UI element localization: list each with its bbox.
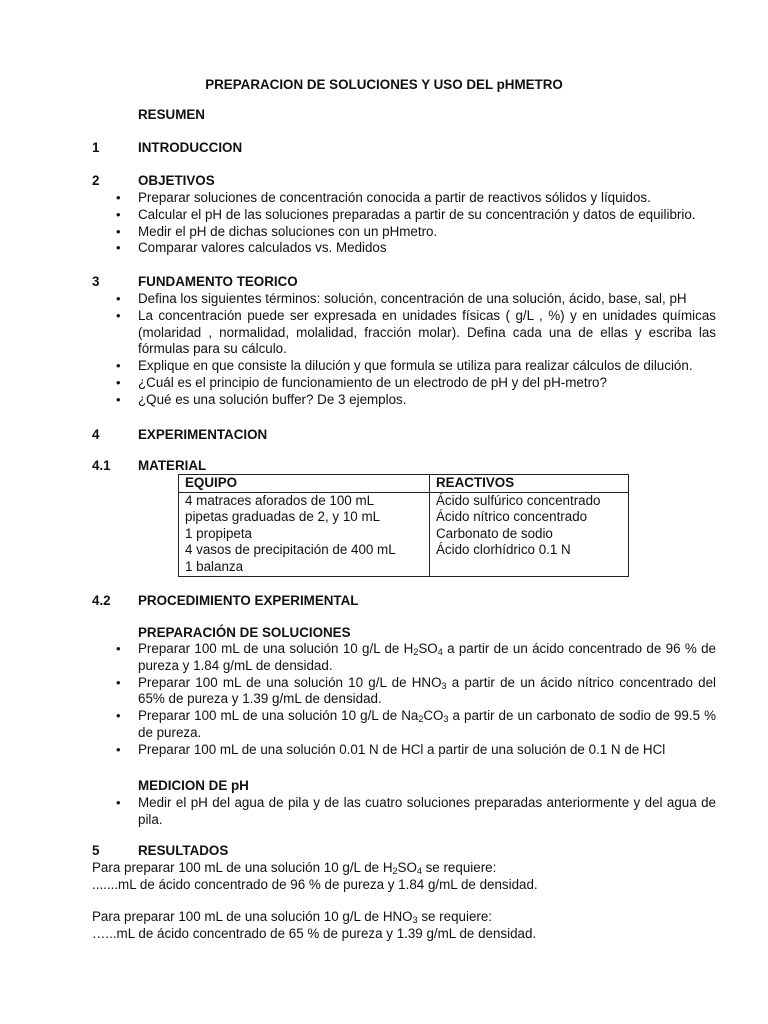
objetivos-list [116, 190, 716, 257]
section-2-number: 2 [92, 173, 100, 188]
resultado-1-line-2: .......mL de ácido concentrado de 96 % de pureza y 1.84 g/mL de densidad. [92, 877, 538, 892]
material-table [178, 474, 629, 577]
list-item: • Explique en que consiste la dilución y que formula se utiliza para realizar cálculos de dilución. [116, 358, 716, 375]
list-item: • Calcular el pH de las soluciones preparadas a partir de su concentración y datos de equilibrio. [116, 207, 716, 224]
table-header-equipo: EQUIPO [179, 475, 430, 493]
document-title: PREPARACION DE SOLUCIONES Y USO DEL pHMETRO [205, 77, 563, 92]
section-1-heading: INTRODUCCION [138, 140, 243, 155]
section-3-heading: FUNDAMENTO TEORICO [138, 274, 298, 289]
equipo-cell [179, 492, 430, 576]
section-4-2-number: 4.2 [92, 593, 111, 608]
section-5-heading: RESULTADOS [138, 843, 229, 858]
list-item: • La concentración puede ser expresada en unidades físicas ( g/L , %) y en unidades químicas (molaridad , normalidad, molalidad, fracción molar). Defina cada una de ellas y escriba las fórmulas para su cálculo. [116, 308, 716, 358]
section-4-number: 4 [92, 427, 100, 442]
list-item: • Preparar 100 mL de una solución 10 g/L de $Na_2CO_3$ a partir de un carbonato de sodio de 99.5 % de pureza. [116, 708, 716, 742]
reactivo-item: Ácido clorhídrico 0.1 N [436, 542, 571, 558]
section-5-number: 5 [92, 843, 100, 858]
list-item: • Defina los siguientes términos: solución, concentración de una solución, ácido, base, sal, pH [116, 291, 716, 308]
equipo-item: 1 balanza [185, 558, 244, 574]
medicion-list [116, 795, 716, 829]
preparacion-subheading: PREPARACIÓN DE SOLUCIONES [138, 625, 351, 640]
table-header-reactivos: REACTIVOS [430, 475, 629, 493]
list-item: • ¿Qué es una solución buffer? De 3 ejemplos. [116, 392, 716, 409]
preparacion-list [116, 641, 716, 759]
section-4-2-heading: PROCEDIMIENTO EXPERIMENTAL [138, 593, 359, 608]
list-item: • Preparar 100 mL de una solución 10 g/L de $HNO_3$ a partir de un ácido nítrico concentrado del 65% de pureza y 1.39 g/mL de densidad. [116, 675, 716, 709]
list-item: • Medir el pH de dichas soluciones con un pHmetro. [116, 224, 716, 241]
list-item: • ¿Cuál es el principio de funcionamiento de un electrodo de pH y del pH-metro? [116, 375, 716, 392]
list-item: • Preparar soluciones de concentración conocida a partir de reactivos sólidos y líquidos. [116, 190, 716, 207]
medicion-subheading: MEDICION DE pH [138, 778, 249, 793]
reactivos-cell [430, 492, 629, 576]
resultado-2-line-2: …...mL de ácido concentrado de 65 % de pureza y 1.39 g/mL de densidad. [92, 926, 537, 941]
section-4-heading: EXPERIMENTACION [138, 427, 268, 442]
reactivo-item: Ácido nítrico concentrado [436, 509, 588, 525]
resultado-2-line-1: Para preparar 100 mL de una solución 10 g/L de $HNO_3$ se requiere: [92, 909, 493, 925]
section-1-number: 1 [92, 140, 100, 155]
section-2-heading: OBJETIVOS [138, 173, 215, 188]
equipo-item: 4 vasos de precipitación de 400 mL [185, 542, 396, 558]
fundamento-list [116, 291, 716, 409]
equipo-item: 1 propipeta [185, 525, 253, 541]
list-item: • Comparar valores calculados vs. Medidos [116, 240, 716, 257]
resultado-1-line-1: Para preparar 100 mL de una solución 10 g/L de $H_2SO_4$ se requiere: [92, 860, 497, 876]
equipo-item: pipetas graduadas de 2, y 10 mL [185, 509, 381, 525]
section-4-1-number: 4.1 [92, 458, 111, 473]
section-4-1-heading: MATERIAL [138, 458, 207, 473]
list-item: • Preparar 100 mL de una solución 0.01 N de HCl a partir de una solución de 0.1 N de HCl [116, 742, 716, 759]
resumen-heading: RESUMEN [138, 107, 205, 122]
list-item: • Medir el pH del agua de pila y de las cuatro soluciones preparadas anteriormente y del agua de pila. [116, 795, 716, 829]
equipo-item: 4 matraces aforados de 100 mL [185, 492, 375, 508]
section-3-number: 3 [92, 274, 100, 289]
reactivo-item: Carbonato de sodio [436, 525, 553, 541]
reactivo-item: Ácido sulfúrico concentrado [436, 492, 601, 508]
list-item: • Preparar 100 mL de una solución 10 g/L de $H_2SO_4$ a partir de un ácido concentrado de 96 % de pureza y 1.84 g/mL de densidad. [116, 641, 716, 675]
